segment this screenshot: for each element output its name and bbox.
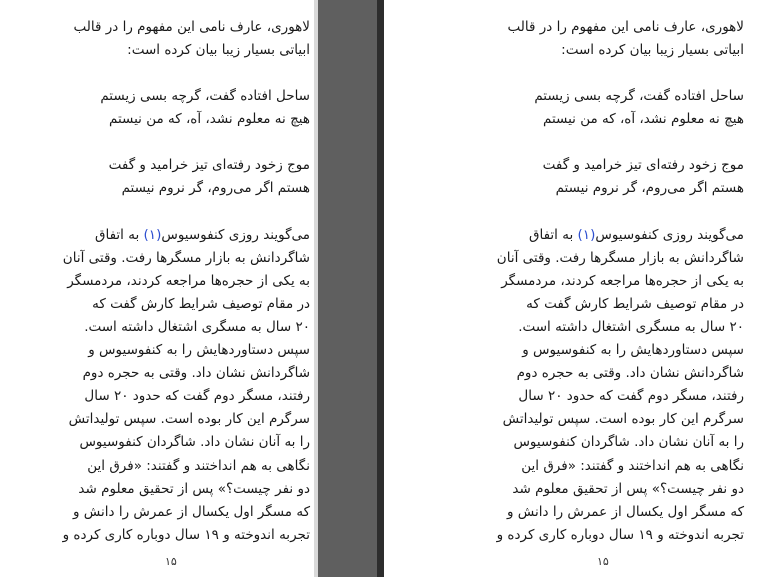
footnote-link[interactable]: (۱): [143, 226, 162, 243]
text-line: شاگردانش نشان داد. وقتی به حجره دوم: [516, 365, 744, 382]
blank-line: [492, 201, 744, 224]
blank-line: [60, 201, 310, 224]
text-line: را به آنان نشان داد. شاگردان کنفوسیوس: [513, 434, 744, 451]
text-line: ابیاتی بسیار زیبا بیان کرده است:: [561, 42, 744, 59]
poem-line: ساحل افتاده گفت، گرچه بسی زیستم: [100, 88, 310, 105]
blank-line: [492, 62, 744, 85]
text-line: سپس دستاوردهایش را به کنفوسیوس و: [522, 342, 744, 359]
poem-line: ساحل افتاده گفت، گرچه بسی زیستم: [534, 88, 744, 105]
text-line: دو نفر چیست؟» پس از تحقیق معلوم شد: [512, 480, 744, 497]
right-page-text: [492, 16, 744, 547]
text-line: تجربه اندوخته و ۱۹ سال دوباره کاری کرده و: [62, 526, 310, 543]
poem-line: هیچ نه معلوم نشد، آه، که من نیستم: [542, 111, 744, 128]
text-line: [60, 224, 310, 247]
text-line: سرگرم این کار بوده است. سپس تولیداتش: [502, 411, 744, 428]
page-gutter: [318, 0, 384, 577]
blank-line: [60, 62, 310, 85]
text-line: شاگردانش به بازار مسگرها رفت. وقتی آنان: [496, 249, 744, 266]
poem-line: موج زخود رفته‌ای تیز خرامید و گفت: [542, 157, 744, 174]
text-line: ۲۰ سال به مسگری اشتغال داشته است.: [84, 318, 310, 335]
text-line: که مسگر اول یکسال از عمرش را دانش و: [72, 503, 310, 520]
text-line: به یکی از حجره‌ها مراجعه کردند، مردمسگر: [501, 272, 744, 289]
text-line: که مسگر اول یکسال از عمرش را دانش و: [506, 503, 744, 520]
text-line: سپس دستاوردهایش را به کنفوسیوس و: [88, 342, 310, 359]
left-page: [0, 0, 314, 577]
poem-line: هستم اگر می‌روم، گر نروم نیستم: [555, 180, 744, 197]
text-line: رفتند، مسگر دوم گفت که حدود ۲۰ سال: [84, 388, 310, 405]
text-line: رفتند، مسگر دوم گفت که حدود ۲۰ سال: [518, 388, 744, 405]
blank-line: [492, 131, 744, 154]
text-line: در مقام توصیف شرایط کارش گفت که: [92, 295, 310, 312]
left-page-text: [60, 16, 310, 547]
page-number: ۱۵: [165, 555, 177, 568]
right-page: [384, 0, 768, 577]
text-segment: می‌گویند روزی کنفوسیوس: [595, 226, 744, 243]
text-line: دو نفر چیست؟» پس از تحقیق معلوم شد: [78, 480, 310, 497]
text-line: نگاهی به هم انداختند و گفتند: «فرق این: [521, 457, 744, 474]
text-line: لاهوری، عارف نامی این مفهوم را در قالب: [73, 19, 310, 35]
footnote-link[interactable]: (۱): [577, 226, 596, 243]
text-line: سرگرم این کار بوده است. سپس تولیداتش: [68, 411, 310, 428]
text-line: به یکی از حجره‌ها مراجعه کردند، مردمسگر: [67, 272, 310, 289]
poem-line: هستم اگر می‌روم، گر نروم نیستم: [121, 180, 310, 197]
text-line: شاگردانش به بازار مسگرها رفت. وقتی آنان: [62, 249, 310, 266]
text-segment: به اتفاق: [529, 226, 578, 243]
text-line: لاهوری، عارف نامی این مفهوم را در قالب: [507, 19, 744, 35]
text-line: شاگردانش نشان داد. وقتی به حجره دوم: [82, 365, 310, 382]
text-line: ۲۰ سال به مسگری اشتغال داشته است.: [518, 318, 744, 335]
text-line: نگاهی به هم انداختند و گفتند: «فرق این: [87, 457, 310, 474]
text-line: را به آنان نشان داد. شاگردان کنفوسیوس: [79, 434, 310, 451]
text-segment: به اتفاق: [95, 226, 144, 243]
text-segment: می‌گویند روزی کنفوسیوس: [161, 226, 310, 243]
blank-line: [60, 131, 310, 154]
text-line: ابیاتی بسیار زیبا بیان کرده است:: [127, 42, 310, 59]
page-shadow: [377, 0, 384, 577]
page-number: ۱۵: [597, 555, 609, 568]
poem-line: هیچ نه معلوم نشد، آه، که من نیستم: [108, 111, 310, 128]
text-line: تجربه اندوخته و ۱۹ سال دوباره کاری کرده و: [496, 526, 744, 543]
poem-line: موج زخود رفته‌ای تیز خرامید و گفت: [108, 157, 310, 174]
text-line: در مقام توصیف شرایط کارش گفت که: [526, 295, 744, 312]
text-line: [492, 224, 744, 247]
